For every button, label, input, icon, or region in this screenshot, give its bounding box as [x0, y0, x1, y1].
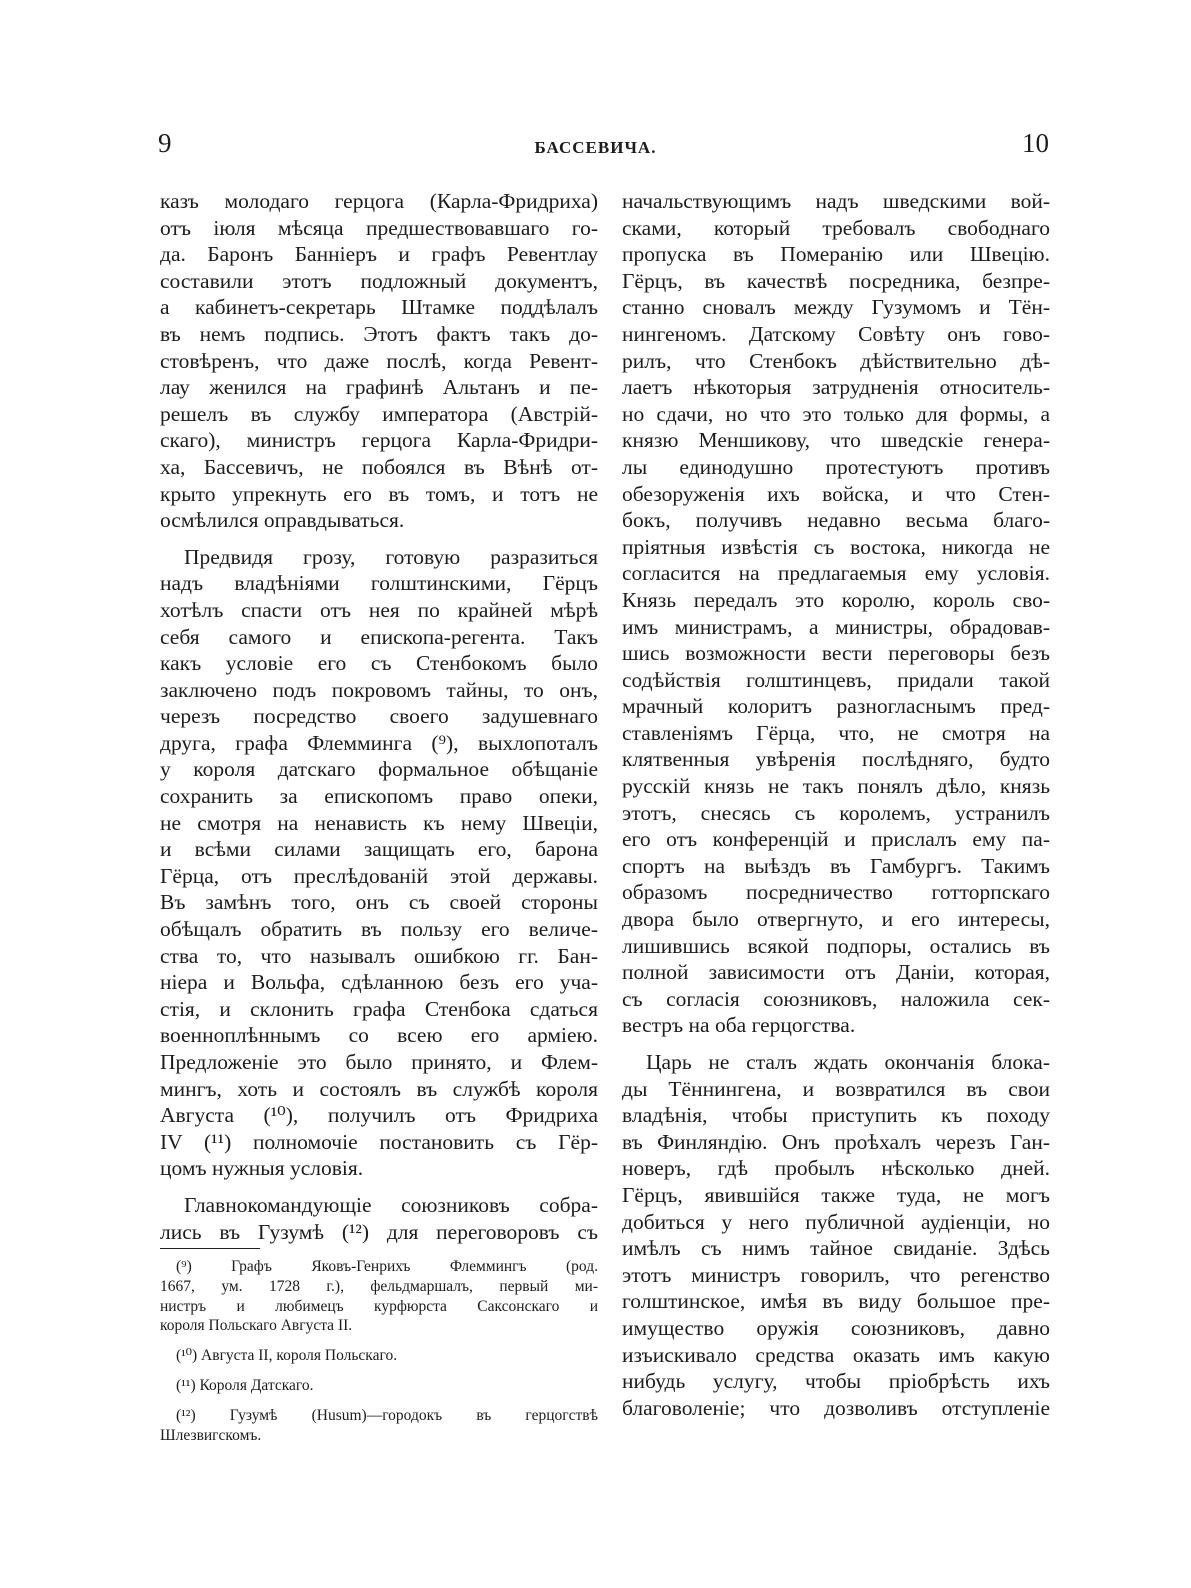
text-line: сохранить за епископомъ право опеки, — [160, 784, 598, 809]
text-line: имъ министрамъ, а министры, обрадовав- — [622, 614, 1050, 639]
text-line: ставленіямъ Гёрца, что, не смотря на — [622, 720, 1050, 745]
text-line: нингеномъ. Датскому Совѣту онъ гово- — [622, 321, 1050, 346]
text-line: черезъ посредство своего задушевнаго — [160, 704, 598, 729]
text-line: лаетъ нѣкоторыя затрудненія относитель- — [622, 375, 1050, 400]
text-line: короля Польскаго Августа II. — [160, 1317, 353, 1335]
text-line: обезоруженія ихъ войска, и что Стен- — [622, 481, 1050, 506]
text-line: лау женился на графинѣ Альтанъ и пе- — [160, 375, 598, 400]
text-line: въ Финляндію. Онъ проѣхалъ черезъ Ган- — [622, 1129, 1050, 1154]
text-line: ха, Бассевичъ, не побоялся въ Вѣнѣ от- — [160, 454, 598, 479]
footnote — [160, 1257, 598, 1336]
text-line: Въ замѣнъ того, онъ съ своей стороны — [160, 890, 598, 915]
running-title: БАССЕВИЧА. — [534, 138, 657, 157]
text-line: русскій князь не такъ понялъ дѣло, князь — [622, 774, 1050, 799]
text-line: Предвидя грозу, готовую разразиться — [184, 544, 598, 569]
footnote — [160, 1376, 598, 1396]
text-line: голштинское, имѣя въ виду большое пре- — [622, 1289, 1050, 1314]
text-line: образомъ посредничество готторпскаго — [622, 880, 1050, 905]
text-line: этотъ министръ говорилъ, что регенство — [622, 1262, 1050, 1287]
text-line: отъ іюля мѣсяца предшествовавшаго го- — [160, 215, 598, 240]
text-line: Шлезвигскомъ. — [160, 1426, 262, 1444]
text-line: двора было отвергнуто, и его интересы, — [622, 907, 1050, 932]
text-line: обѣщалъ обратить въ пользу его величе- — [160, 917, 598, 942]
text-line: Гёрцъ, явившійся также туда, не могъ — [622, 1182, 1050, 1207]
text-line: Гёрцъ, въ качествѣ посредника, безпре- — [622, 268, 1050, 293]
text-line: Предложеніе это было принято, и Флем- — [160, 1050, 598, 1074]
text-line: да. Баронъ Банніеръ и графъ Ревентлау — [160, 242, 598, 267]
paragraph — [160, 188, 598, 534]
text-line: полной зависимости отъ Даніи, которая, — [622, 960, 1050, 985]
left-column — [160, 188, 598, 1245]
text-line: надъ владѣніями голштинскими, Гёрцъ — [160, 571, 598, 596]
text-line: клятвенныя увѣренія послѣдняго, будто — [622, 747, 1050, 772]
text-line: Августа (¹⁰), получилъ отъ Фридриха — [160, 1103, 598, 1128]
footnotes — [160, 1257, 598, 1445]
text-line: военноплѣннымъ со всею его арміею. — [160, 1023, 598, 1048]
paragraph — [160, 1192, 598, 1245]
text-line: лись въ Гузумѣ (¹²) для переговоровъ съ — [160, 1219, 598, 1244]
text-line: спортъ на выѣздъ въ Гамбургъ. Такимъ — [622, 853, 1050, 878]
text-line: Царь не сталъ ждать окончанія блока- — [646, 1050, 1050, 1074]
text-line: (¹⁰) Августа II, короля Польскаго. — [176, 1347, 398, 1365]
paragraph — [622, 1049, 1050, 1421]
text-line: стовѣренъ, что даже послѣ, когда Ревент- — [160, 348, 598, 373]
right-column — [622, 188, 1050, 1421]
text-line: заключено подъ покровомъ тайны, то онъ, — [160, 677, 598, 702]
text-line: 1667, ум. 1728 г.), фельдмаршалъ, первый ми- — [160, 1277, 598, 1295]
text-line: благоволеніе; что дозволивъ отступленіе — [622, 1395, 1050, 1420]
text-line: содѣйствія голштинцевъ, придали такой — [622, 667, 1050, 692]
text-line: имѣлъ съ нимъ тайное свиданіе. Здѣсь — [622, 1236, 1050, 1261]
footnote — [160, 1346, 598, 1366]
text-line: составили этотъ подложный документъ, — [160, 268, 598, 293]
text-line: ства то, что называлъ ошибкою гг. Бан- — [160, 943, 598, 968]
text-line: казъ молодаго герцога (Карла-Фридриха) — [160, 189, 598, 213]
text-line: ніера и Вольфа, сдѣланною безъ его уча- — [160, 970, 598, 995]
text-line: бокъ, получивъ недавно весьма благо- — [622, 508, 1050, 533]
footnote — [160, 1406, 598, 1446]
text-line: крыто упрекнуть его въ томъ, и тотъ не — [160, 481, 598, 506]
text-line: нистръ и любимецъ курфюрста Саксонскаго и — [160, 1297, 598, 1315]
text-line: (¹²) Гузумѣ (Husum)—городокъ въ герцогствѣ — [176, 1406, 598, 1424]
text-line: Князь передалъ это королю, король сво- — [622, 587, 1050, 612]
text-line: IV (¹¹) полномочіе постановить съ Гёр- — [160, 1129, 598, 1154]
text-line: изъискивало средства оказать имъ какую — [622, 1342, 1050, 1367]
text-line: (¹¹) Короля Датскаго. — [176, 1376, 314, 1394]
text-line: мрачный колоритъ разногласнымъ пред- — [622, 694, 1050, 719]
text-line: стія, и склонить графа Стенбока сдаться — [160, 996, 598, 1021]
text-line: владѣнія, чтобы приступить къ походу — [622, 1103, 1050, 1128]
text-line: князю Меншикову, что шведскіе генера- — [622, 428, 1050, 453]
text-line: съ согласія союзниковъ, наложила сек- — [622, 986, 1050, 1011]
text-line: мингъ, хоть и состоялъ въ службѣ короля — [160, 1076, 598, 1101]
text-line: а кабинетъ-секретарь Штамке поддѣлалъ — [160, 295, 598, 320]
text-line: какъ условіе его съ Стенбокомъ было — [160, 651, 598, 676]
page-number-right: 10 — [1022, 128, 1049, 158]
text-line: этотъ, снесясь съ королемъ, устранилъ — [622, 800, 1050, 825]
text-line: новеръ, гдѣ пробылъ нѣсколько дней. — [622, 1156, 1050, 1181]
text-line: въ немъ подпись. Этотъ фактъ такъ до- — [160, 321, 598, 346]
text-line: согласится на предлагаемыя ему условія. — [622, 561, 1050, 586]
text-line: но сдачи, но что это только для формы, а — [622, 401, 1050, 426]
text-line: решелъ въ службу императора (Австрій- — [160, 401, 598, 426]
text-line: лишившись всякой подпоры, остались въ — [622, 933, 1050, 958]
text-line: пріятныя извѣстія съ востока, никогда не — [622, 534, 1050, 559]
text-line: у короля датскаго формальное обѣщаніе — [160, 757, 598, 782]
paragraph — [622, 188, 1050, 1039]
text-line: не смотря на ненависть къ нему Швеціи, — [160, 810, 598, 835]
text-line: вестръ на оба герцогства. — [622, 1013, 856, 1038]
text-line: пропуска въ Померанію или Швецію. — [622, 242, 1050, 267]
text-line: начальствующимъ надъ шведскими вой- — [622, 189, 1050, 213]
text-line: и всѣми силами защищать его, барона — [160, 837, 598, 862]
text-line: себя самого и епископа-регента. Такъ — [160, 624, 598, 649]
text-line: нибудь услугу, чтобы пріобрѣсть ихъ — [622, 1369, 1050, 1394]
text-line: скаго), министръ герцога Карла-Фридри- — [160, 428, 598, 453]
text-line: добиться у него публичной аудіенціи, но — [622, 1209, 1050, 1234]
text-line: хотѣлъ спасти отъ нея по крайней мѣрѣ — [160, 597, 598, 622]
text-line: станно сновалъ между Гузумомъ и Тён- — [622, 295, 1050, 320]
text-line: осмѣлился оправдываться. — [160, 508, 405, 533]
text-line: (⁹) Графъ Яковъ-Генрихъ Флеммингъ (род. — [176, 1258, 598, 1275]
text-line: имущество оружія союзниковъ, давно — [622, 1315, 1050, 1340]
text-line: ды Тённингена, и возвратился въ свои — [622, 1076, 1050, 1101]
text-line: сками, который требовалъ свободнаго — [622, 215, 1050, 240]
text-line: шись возможности вести переговоры безъ — [622, 641, 1050, 666]
page-number-left: 9 — [158, 128, 172, 158]
text-line: Гёрца, отъ преслѣдованій этой державы. — [160, 863, 598, 888]
text-line: рилъ, что Стенбокъ дѣйствительно дѣ- — [622, 348, 1050, 373]
paragraph — [160, 544, 598, 1182]
text-line: друга, графа Флемминга (⁹), выхлопоталъ — [160, 730, 598, 755]
text-line: его отъ конференцій и прислалъ ему па- — [622, 827, 1050, 852]
footnote-separator — [160, 1248, 260, 1249]
text-line: лы единодушно протестуютъ противъ — [622, 454, 1050, 479]
text-line: цомъ нужныя условія. — [160, 1156, 364, 1181]
text-line: Главнокомандующіе союзниковъ собра- — [184, 1192, 598, 1217]
